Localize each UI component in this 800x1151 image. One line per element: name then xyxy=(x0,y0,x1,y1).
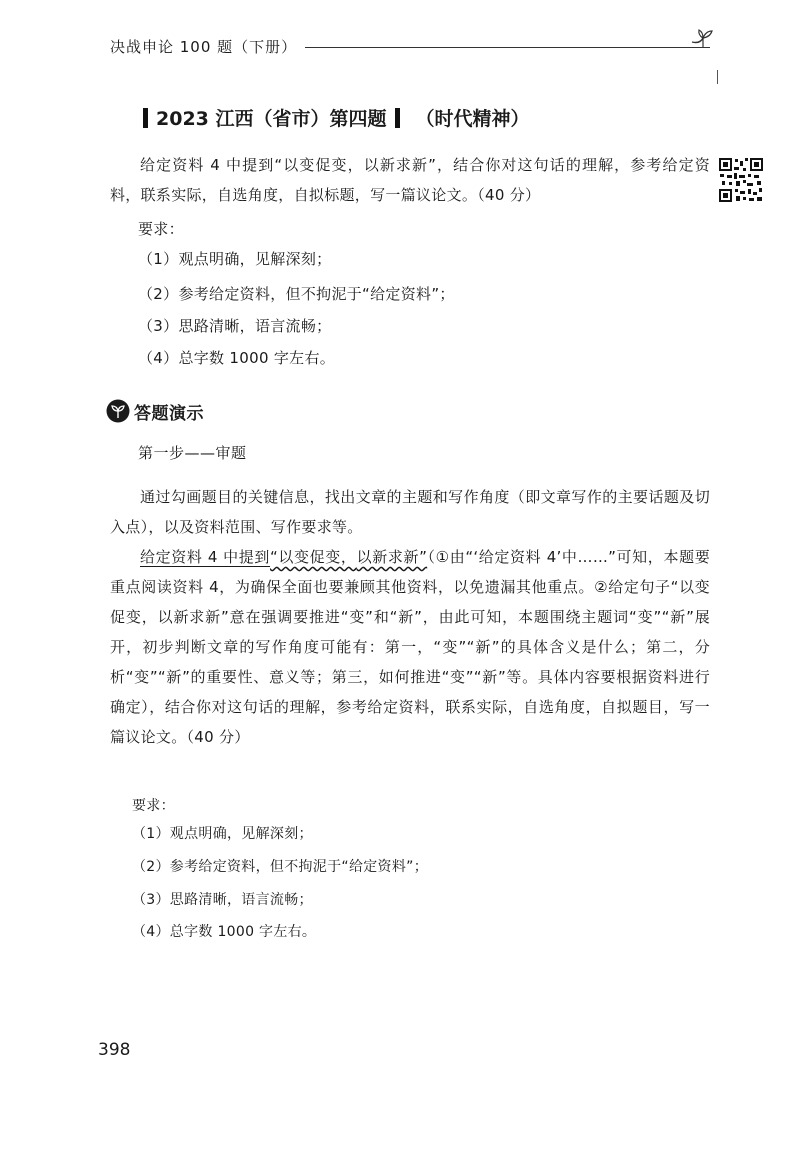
annotation-phrase: “以变促变， xyxy=(270,548,357,566)
title-bar-left xyxy=(143,108,148,128)
section-title xyxy=(143,104,530,131)
step-title: 第一步——审题 xyxy=(138,444,247,462)
question-prompt: 给定资料 4 中提到“以变促变，以新求新”，结合你对这句话的理解，参考给定资料，联系实际，自选角度，自拟标题，写一篇议论文。（40 分） xyxy=(110,156,710,204)
margin-tick xyxy=(717,70,718,84)
header-rule xyxy=(305,47,710,48)
title-bar-right xyxy=(395,108,400,128)
page-number: 398 xyxy=(98,1040,131,1060)
answer-demo-header xyxy=(106,398,204,424)
annotated-prompt xyxy=(110,542,710,752)
requirement-item: （3）思路清晰，语言流畅； xyxy=(132,892,313,908)
requirement-item: （3）思路清晰，语言流畅； xyxy=(138,317,332,335)
requirement-item: （1）观点明确，见解深刻； xyxy=(138,250,332,268)
requirement-item: （1）观点明确，见解深刻； xyxy=(132,826,313,842)
requirements-label: 要求： xyxy=(132,798,175,814)
section-theme: （时代精神） xyxy=(415,108,530,130)
leaf-ornament-icon xyxy=(690,28,716,50)
annotation-phrase: 以新求新” xyxy=(356,548,428,566)
running-title: 决战申论 100 题（下册） xyxy=(110,37,298,56)
step-intro: 通过勾画题目的关键信息，找出文章的主题和写作角度（即文章写作的主要话题及切入点），以及资料范围、写作要求等。 xyxy=(110,488,710,536)
qr-code-icon xyxy=(718,157,764,203)
leaf-badge-icon xyxy=(106,399,130,423)
section-title-text: 2023 江西（省市）第四题 xyxy=(156,108,387,130)
requirement-item: （2）参考给定资料，但不拘泥于“给定资料”； xyxy=(138,285,455,303)
requirement-item: （2）参考给定资料，但不拘泥于“给定资料”； xyxy=(132,859,429,875)
requirement-item: （4）总字数 1000 字左右。 xyxy=(132,924,317,940)
requirements-label: 要求： xyxy=(138,220,184,238)
answer-demo-title: 答题演示 xyxy=(134,403,204,424)
requirement-item: （4）总字数 1000 字左右。 xyxy=(138,349,336,367)
running-header xyxy=(110,34,710,58)
annotation-lead: 给定资料 4 中提到 xyxy=(140,548,271,566)
annotation-body: （①由“‘给定资料 4’中……”可知，本题要重点阅读资料 4，为确保全面也要兼顾其他资料，以免遗漏其他重点。②给定句子“以变促变，以新求新”意在强调要推进“变”和“新”，由此可知，本题围绕主题词“变”“新”展开，初步判断文章的写作角度可能有：第一，“变”“新”的具体含义是什么；第二，分析“变”“新”的重要性、意义等；第三，如何推进“变”“新”等。具体内容要根据资料进行确定），结合你对这句话的理解，参考给定资料，联系实际，自选角度，自拟题目，写一篇议论文。（40 分） xyxy=(110,548,710,746)
